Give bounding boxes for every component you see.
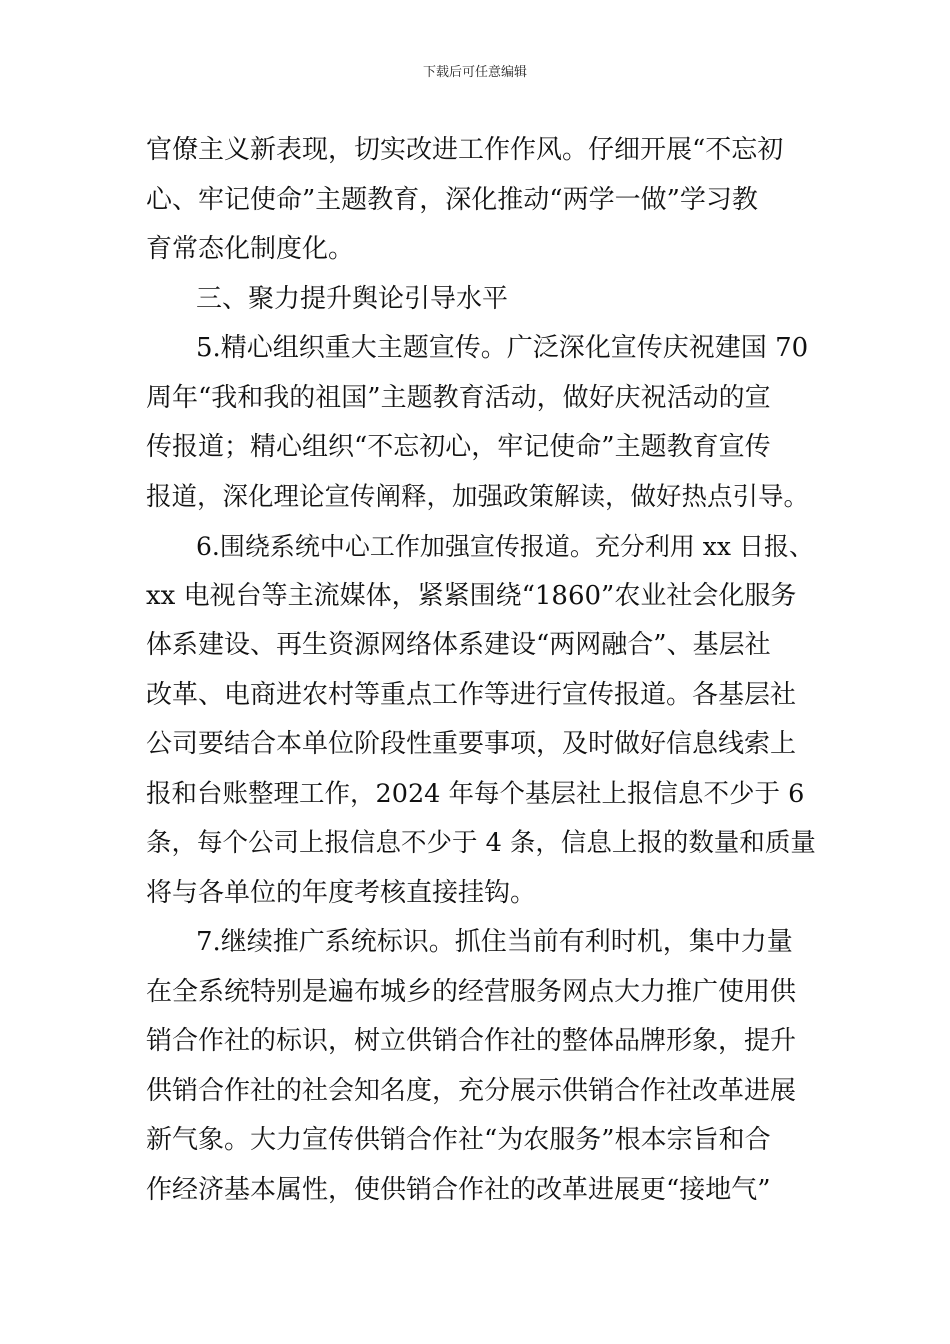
text-line: xx 电视台等主流媒体，紧紧围绕“1860”农业社会化服务: [146, 580, 797, 611]
text-line: 三、聚力提升舆论引导水平: [196, 283, 509, 314]
text-line: 体系建设、再生资源网络体系建设“两网融合”、基层社: [146, 630, 771, 660]
text-line: 官僚主义新表现，切实改进工作作风。仔细开展“不忘初: [146, 135, 784, 165]
text-line: 供销合作社的社会知名度，充分展示供销合作社改革进展: [146, 1075, 797, 1106]
text-line: 7.继续推广系统标识。抓住当前有利时机，集中力量: [196, 927, 793, 957]
text-line: 报道，深化理论宣传阐释，加强政策解读，做好热点引导。: [146, 481, 810, 512]
text-line: 6.围绕系统中心工作加强宣传报道。充分利用 xx 日报、: [196, 532, 814, 561]
text-line: 新气象。大力宣传供销合作社“为农服务”根本宗旨和合: [146, 1125, 771, 1155]
text-line: 5.精心组织重大主题宣传。广泛深化宣传庆祝建国 70: [196, 333, 809, 363]
text-line: 销合作社的标识，树立供销合作社的整体品牌形象，提升: [146, 1026, 797, 1056]
text-line: 公司要结合本单位阶段性重要事项，及时做好信息线索上: [146, 729, 797, 759]
text-line: 将与各单位的年度考核直接挂钩。: [146, 877, 537, 908]
text-line: 育常态化制度化。: [146, 234, 355, 264]
page-header: 下载后可任意编辑: [422, 65, 527, 80]
text-line: 作经济基本属性，使供销合作社的改革进展更“接地气”: [146, 1174, 771, 1205]
text-line: 报和台账整理工作，2024 年每个基层社上报信息不少于 6: [146, 778, 805, 809]
text-line: 心、牢记使命”主题教育，深化推动“两学一做”学习教: [146, 184, 758, 215]
text-line: 条，每个公司上报信息不少于 4 条，信息上报的数量和质量: [146, 828, 816, 858]
document-body: [146, 126, 816, 1215]
text-line: 传报道；精心组织“不忘初心，牢记使命”主题教育宣传: [146, 432, 771, 462]
text-line: 周年“我和我的祖国”主题教育活动，做好庆祝活动的宣: [146, 382, 771, 413]
text-line: 改革、电商进农村等重点工作等进行宣传报道。各基层社: [146, 679, 797, 710]
text-line: 在全系统特别是遍布城乡的经营服务网点大力推广使用供: [146, 976, 797, 1007]
